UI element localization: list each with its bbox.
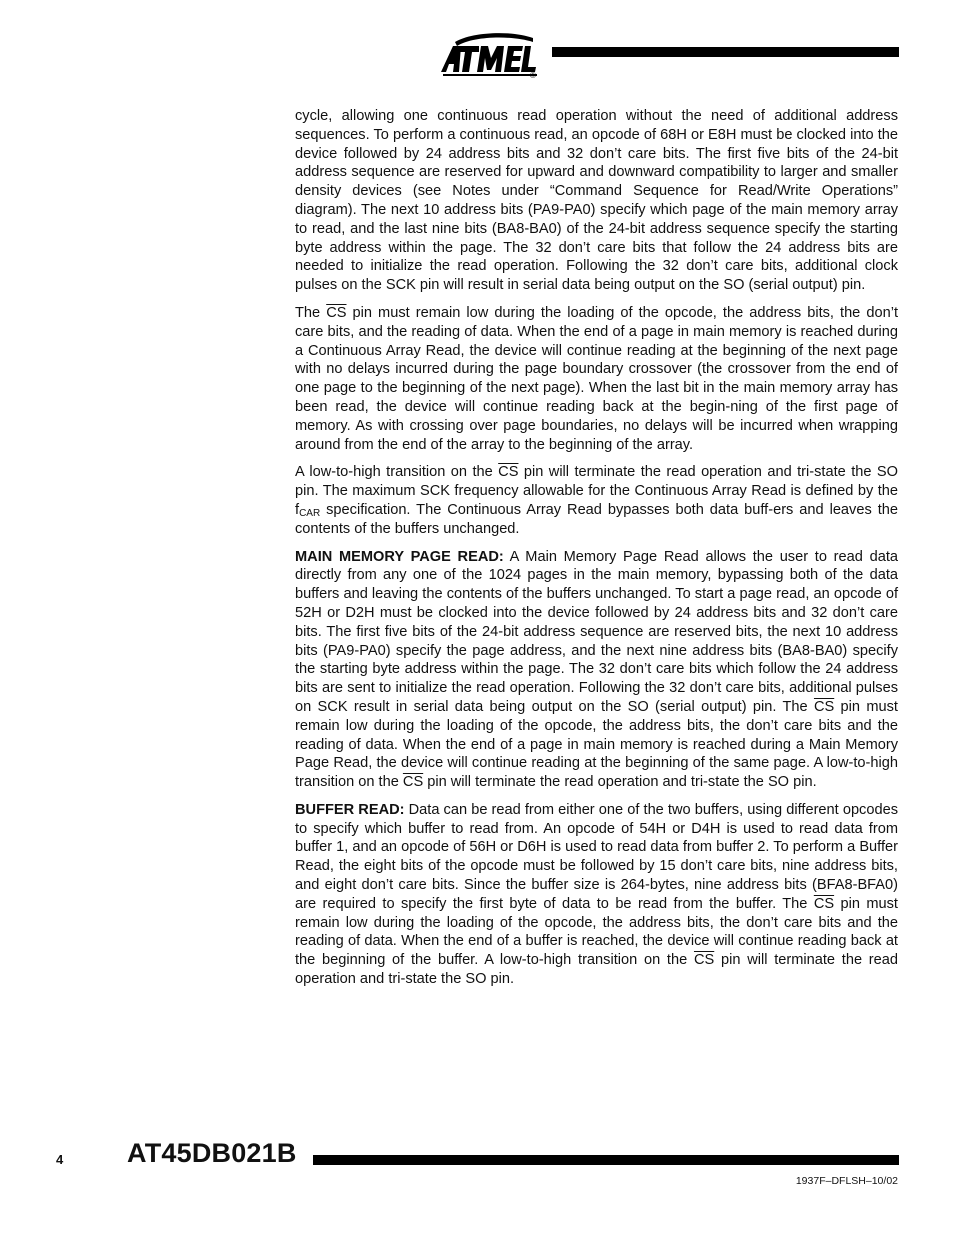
paragraph-continuous-read: [295, 107, 898, 295]
fcar-subscript: CAR: [299, 507, 321, 519]
footer-rule: [313, 1155, 899, 1165]
cs-signal: $\overline{CS}$: [813, 698, 835, 715]
cs-signal: $\overline{CS}$: [402, 774, 424, 791]
cs-signal: $\overline{CS}$: [498, 464, 519, 481]
paragraph-buffer-read: BUFFER READ: Data can be read from either one of the two buffers, using different opcodes to specify which buffer to read from. An opcode of 54H or D4H is used to read data from buffer 1, and an opcode of 56H or D6H is used to read data from buffer 2. To perform a Buffer Read, the eight bits of the opcode must be followed by 15 don’t care bits, nine address bits, and eight don’t care bits. Since the buffer size is 264-bytes, nine address bits (BFA8-BFA0) are required to specify the first byte of data to be read from the buffer. The $\overline{CS}$ pin must remain low during the loading of the opcode, the address bits, the don’t care bits and the reading of data. When the end of a buffer is reached, the device will continue reading back at the beginning of the buffer. A low-to-high transition on the $\overline{CS}$ pin will terminate the read operation and tri-state the SO pin.: [295, 801, 899, 988]
cs-signal: $\overline{CS}$: [326, 304, 347, 321]
page-number: 4: [56, 1152, 64, 1167]
atmel-logo: [441, 30, 541, 78]
paragraph-cs-low: The $\overline{CS}$ pin must remain low during the loading of the opcode, the address bits, the don’t care bits, and the reading of data. When the end of a page in main memory is reached during a Continuous Array Read, the device will continue reading at the beginning of the next page with no delays incurred during the page boundary crossover (the crossover from the end of one page to the beginning of the next page). When the last bit in the main memory array has been read, the device will continue reading back at the begin-ning of the first page of memory. As with crossing over page boundaries, no delays will be incurred when wrapping around from the end of the array to the beginning of the array.: [295, 304, 898, 453]
paragraph-text: cycle, allowing one continuous read operation without the need of additional address sequences. To perform a continuous read, an opcode of 68H or E8H must be clocked into the device followed by 24 address bits and 32 don’t care bits. The first five bits of the 24-bit address sequence are reserved for upward and downward compatibility to larger and smaller density devices (see Notes under “Command Sequence for Read/Write Operations” diagram). The next 10 address bits (PA9-PA0) specify which page of the main memory array to read, and the last nine bits (BA8-BA0) of the 24-bit address sequence specify the starting byte address within the page. The 32 don’t care bits that follow the 24 address bits are needed to initialize the read operation. Following the 32 don’t care bits, additional clock pulses on the SCK pin will result in serial data being output on the SO (serial output) pin.: [295, 108, 898, 294]
section-heading: MAIN MEMORY PAGE READ:: [295, 548, 504, 565]
registered-mark: ®: [530, 71, 536, 78]
header-rule: [552, 47, 899, 57]
cs-signal: $\overline{CS}$: [693, 952, 715, 969]
cs-signal: $\overline{CS}$: [813, 895, 835, 912]
section-heading: BUFFER READ:: [295, 801, 405, 818]
document-code: 1937F–DFLSH–10/02: [795, 1175, 898, 1187]
document-title: AT45DB021B: [127, 1138, 297, 1168]
body-text: [295, 107, 898, 998]
paragraph-main-memory-page-read: MAIN MEMORY PAGE READ: A Main Memory Page Read allows the user to read data directly from any one of the 1024 pages in the main memory, bypassing both of the data buffers and leaving the contents of the buffers unchanged. To start a page read, an opcode of 52H or D2H must be clocked into the device followed by 24 address bits and 32 don’t care bits. The first five bits of the 24-bit address sequence are reserved bits, the next 10 address bits (PA9-PA0) specify the page address, and the next nine address bits (BA8-BA0) specify the starting byte address within the page. The 32 don’t care bits which follow the 24 address bits are sent to initialize the read operation. Following the 32 don’t care bits, additional pulses on SCK result in serial data being output on the SO (serial output) pin. The $\overline{CS}$ pin must remain low during the loading of the opcode, the address bits, the don’t care bits and the reading of data. When the end of a page in main memory is reached during a Main Memory Page Read, the device will continue reading at the beginning of the same page. A low-to-high transition on the $\overline{CS}$ pin will terminate the read operation and tri-state the SO pin.: [295, 548, 898, 791]
paragraph-transition: A low-to-high transition on the $\overline{CS}$ pin will terminate the read operation and tri-state the SO pin. The maximum SCK frequency allowable for the Continuous Array Read is defined by the $f_{CAR}$ specification. The Continuous Array Read bypasses both data buff-ers and leaves the contents of the buffers unchanged.: [295, 464, 898, 537]
